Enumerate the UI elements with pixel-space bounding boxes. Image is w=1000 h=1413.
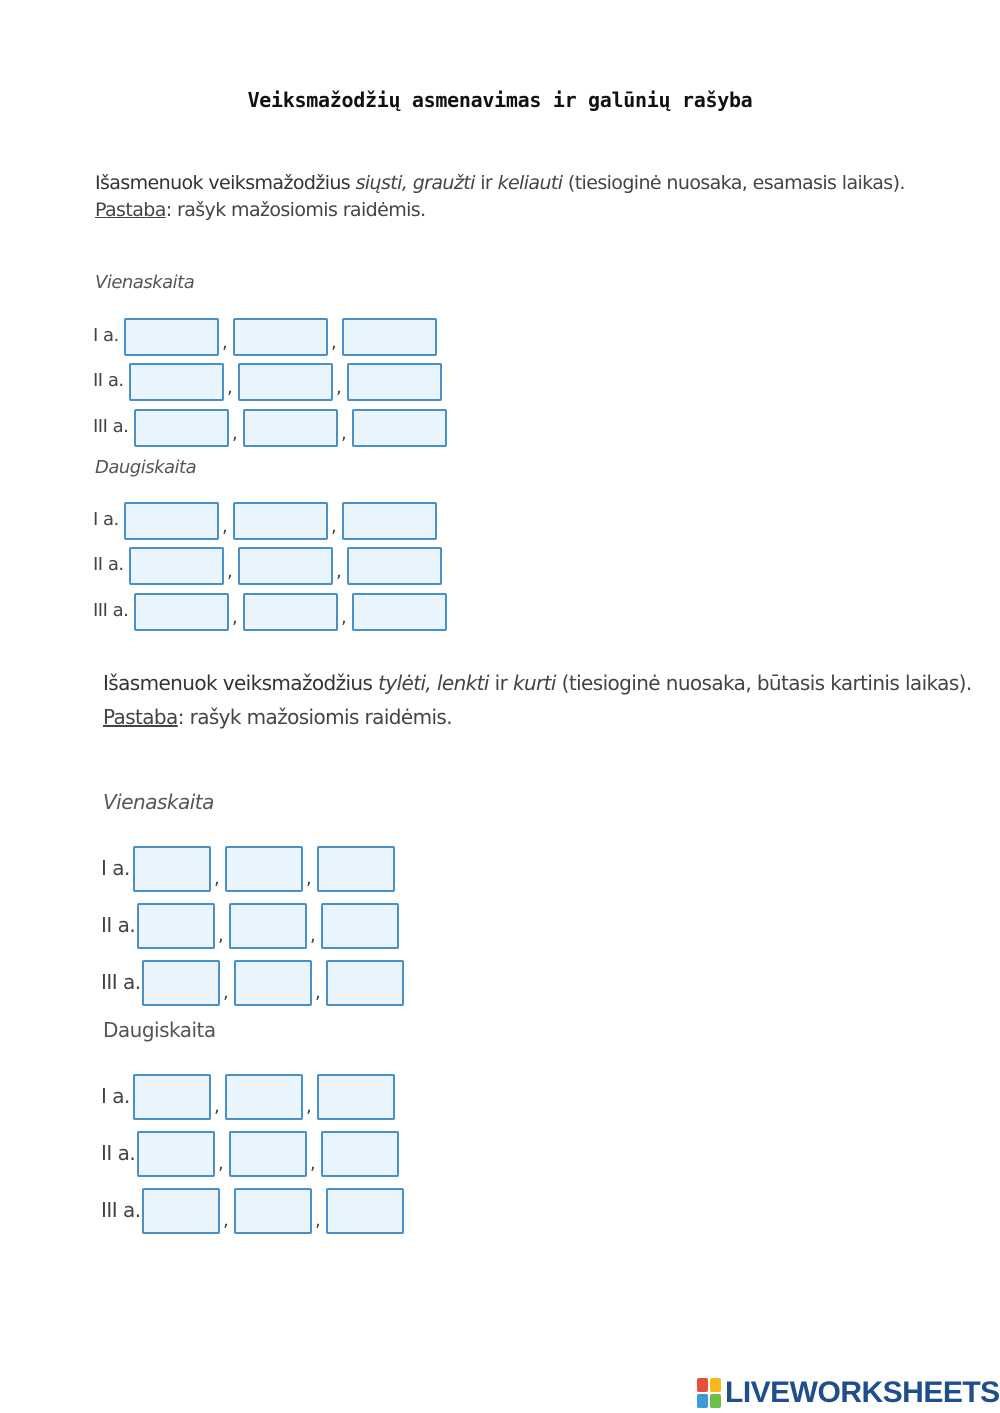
comma-separator: , — [223, 1210, 229, 1231]
answer-input[interactable] — [233, 502, 328, 540]
comma-separator: , — [306, 868, 312, 889]
answer-input[interactable] — [326, 1188, 404, 1234]
person-label: I a. — [101, 1084, 130, 1108]
answer-input[interactable] — [124, 502, 219, 540]
page-title: Veiksmažodžių asmenavimas ir galūnių rašyba — [247, 88, 753, 112]
person-label: II a. — [93, 370, 124, 392]
answer-input[interactable] — [317, 846, 395, 892]
instruction-1 — [95, 170, 965, 224]
comma-separator: , — [341, 423, 347, 444]
comma-separator: , — [227, 377, 233, 398]
answer-input[interactable] — [133, 846, 211, 892]
answer-input[interactable] — [225, 1074, 303, 1120]
instruction-conj: ir — [494, 671, 508, 695]
comma-separator: , — [331, 516, 337, 537]
person-label: I a. — [93, 325, 119, 347]
heading-singular-1: Vienaskaita — [95, 272, 195, 293]
heading-plural-1: Daugiskaita — [95, 457, 197, 478]
brand-name: LIVEWORKSHEETS — [725, 1376, 1000, 1409]
answer-input[interactable] — [352, 593, 447, 631]
answer-input[interactable] — [137, 903, 215, 949]
answer-input[interactable] — [229, 1131, 307, 1177]
comma-separator: , — [336, 561, 342, 582]
comma-separator: , — [232, 607, 238, 628]
person-label: II a. — [101, 913, 136, 937]
instruction-verb-last: keliauti — [497, 172, 563, 194]
comma-separator: , — [336, 377, 342, 398]
icon-tile — [697, 1378, 708, 1392]
person-label: II a. — [101, 1141, 136, 1165]
comma-separator: , — [310, 1153, 316, 1174]
answer-input[interactable] — [137, 1131, 215, 1177]
person-label: I a. — [101, 856, 130, 880]
answer-input[interactable] — [142, 960, 220, 1006]
instruction-conj: ir — [480, 172, 493, 194]
note-text: : rašyk mažosiomis raidėmis. — [165, 199, 426, 221]
instruction-verbs: tylėti, lenkti — [378, 671, 489, 695]
answer-input[interactable] — [229, 903, 307, 949]
comma-separator: , — [218, 925, 224, 946]
note-label: Pastaba — [103, 705, 178, 729]
answer-input[interactable] — [124, 318, 219, 356]
answer-input[interactable] — [317, 1074, 395, 1120]
comma-separator: , — [214, 868, 220, 889]
answer-input[interactable] — [347, 547, 442, 585]
comma-separator: , — [218, 1153, 224, 1174]
answer-input[interactable] — [238, 547, 333, 585]
person-label: II a. — [93, 554, 124, 576]
person-label: III a. — [101, 1198, 141, 1222]
answer-input[interactable] — [238, 363, 333, 401]
icon-tile — [697, 1394, 708, 1408]
instruction-verbs: siųsti, graužti — [355, 172, 475, 194]
comma-separator: , — [331, 332, 337, 353]
instruction-lead: Išasmenuok veiksmažodžius — [103, 671, 373, 695]
person-label: III a. — [93, 600, 129, 622]
instruction-details: (tiesioginė nuosaka, esamasis laikas). — [567, 172, 905, 194]
person-label: III a. — [93, 416, 129, 438]
comma-separator: , — [223, 982, 229, 1003]
instruction-lead: Išasmenuok veiksmažodžius — [95, 172, 351, 194]
comma-separator: , — [227, 561, 233, 582]
answer-input[interactable] — [347, 363, 442, 401]
answer-input[interactable] — [225, 846, 303, 892]
answer-input[interactable] — [134, 409, 229, 447]
comma-separator: , — [214, 1096, 220, 1117]
answer-input[interactable] — [342, 502, 437, 540]
answer-input[interactable] — [352, 409, 447, 447]
liveworksheets-logo — [697, 1376, 1000, 1410]
answer-input[interactable] — [326, 960, 404, 1006]
person-label: I a. — [93, 509, 119, 531]
answer-input[interactable] — [321, 1131, 399, 1177]
answer-input[interactable] — [129, 363, 224, 401]
answer-input[interactable] — [342, 318, 437, 356]
heading-singular-2: Vienaskaita — [103, 790, 214, 814]
icon-tile — [710, 1394, 721, 1408]
instruction-2 — [103, 666, 973, 734]
comma-separator: , — [310, 925, 316, 946]
answer-input[interactable] — [234, 1188, 312, 1234]
answer-input[interactable] — [133, 1074, 211, 1120]
heading-plural-2: Daugiskaita — [103, 1018, 216, 1042]
answer-input[interactable] — [129, 547, 224, 585]
answer-input[interactable] — [243, 409, 338, 447]
answer-input[interactable] — [243, 593, 338, 631]
comma-separator: , — [315, 982, 321, 1003]
instruction-details: (tiesioginė nuosaka, būtasis kartinis laikas). — [561, 671, 972, 695]
instruction-verb-last: kurti — [513, 671, 556, 695]
answer-input[interactable] — [234, 960, 312, 1006]
comma-separator: , — [341, 607, 347, 628]
answer-input[interactable] — [321, 903, 399, 949]
liveworksheets-icon — [697, 1378, 721, 1408]
note-label: Pastaba — [95, 199, 166, 221]
comma-separator: , — [306, 1096, 312, 1117]
note-text: : rašyk mažosiomis raidėmis. — [177, 705, 453, 729]
comma-separator: , — [315, 1210, 321, 1231]
comma-separator: , — [222, 516, 228, 537]
person-label: III a. — [101, 970, 141, 994]
comma-separator: , — [232, 423, 238, 444]
icon-tile — [710, 1378, 721, 1392]
comma-separator: , — [222, 332, 228, 353]
answer-input[interactable] — [134, 593, 229, 631]
answer-input[interactable] — [142, 1188, 220, 1234]
answer-input[interactable] — [233, 318, 328, 356]
